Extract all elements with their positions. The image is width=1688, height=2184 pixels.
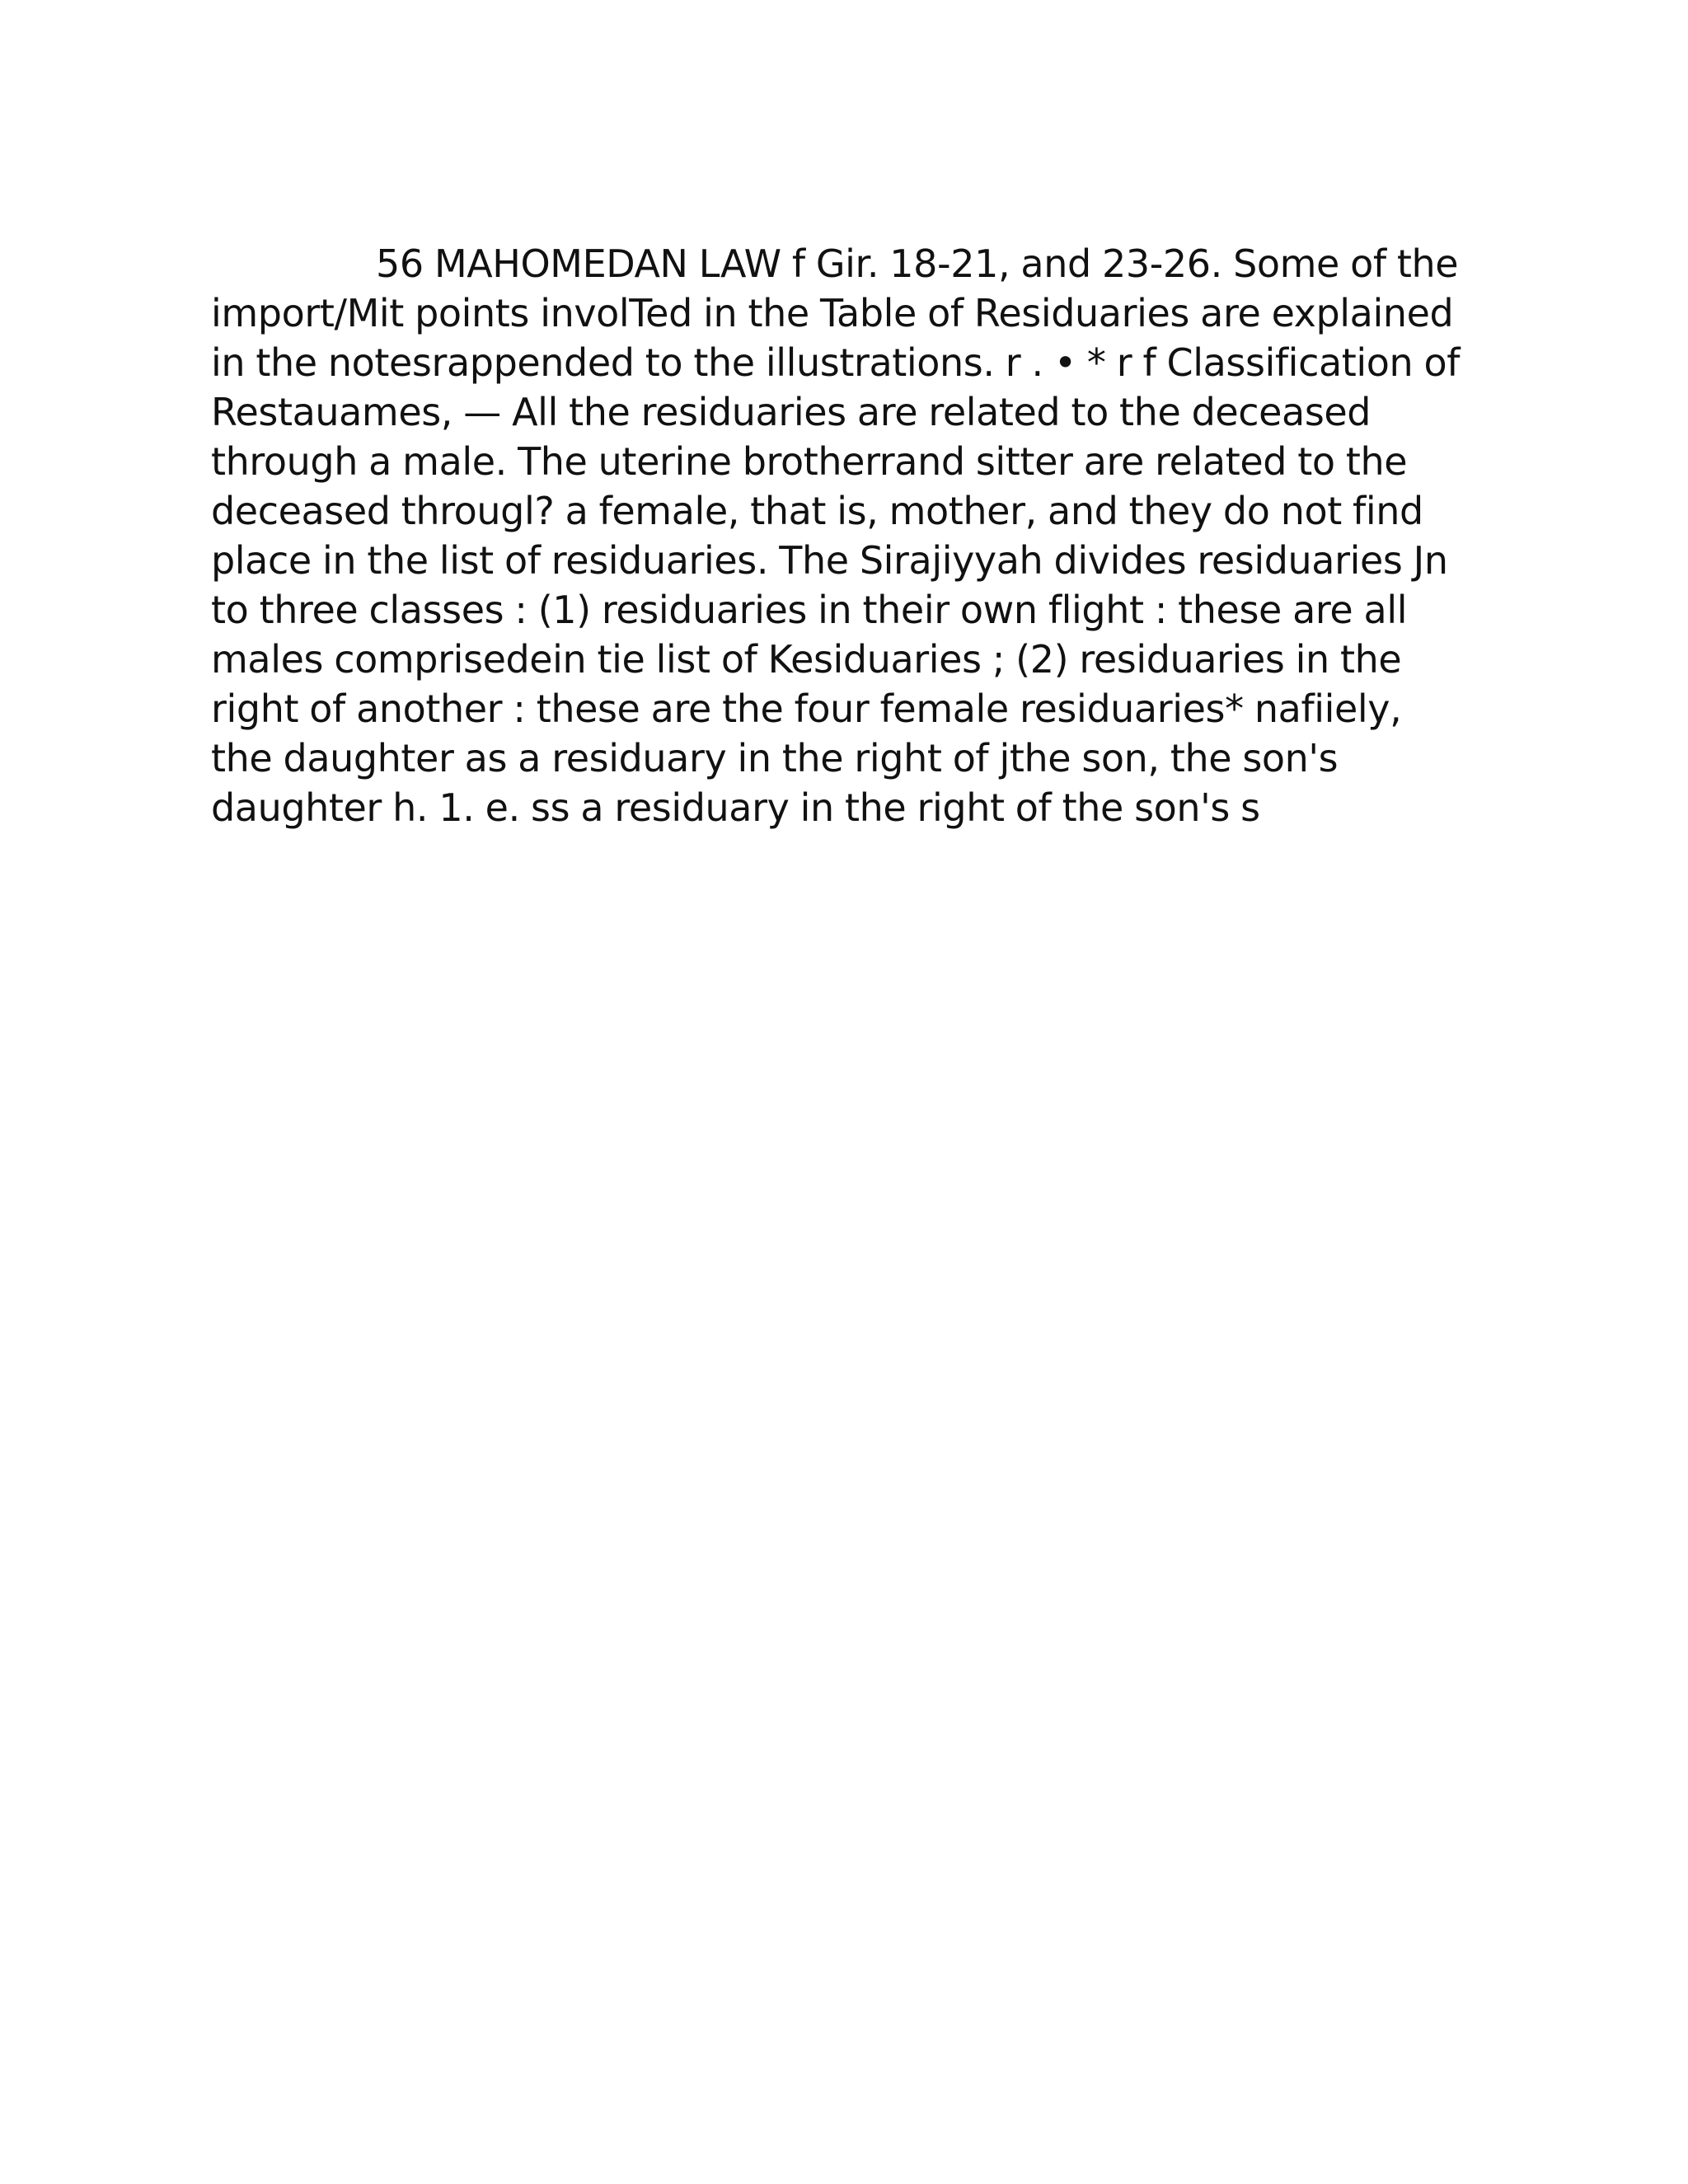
body-paragraph: 56 MAHOMEDAN LAW f Gir. 18-21, and 23-26. Some of the import/Mit points involTed in the Table of Residuaries are explained in the notesrappended to the illustrations. r . • * r f Classification of Restauames, — All the residuaries are related to the deceased through a male. The uterine brotherrand sitter are related to the deceased througl? a female, that is, mother, and they do not find place in the list of residuaries. The Sirajiyyah divides residuaries Jn to three classes : (1) residuaries in their own flight : these are all males comprisedein tie list of Kesiduaries ; (2) residuaries in the right of another : these are the four female residuaries* nafiiely, the daughter as a residuary in the right of jthe son, the son's daughter h. 1. e. ss a residuary in the right of the son's s	[211, 241, 1461, 830]
